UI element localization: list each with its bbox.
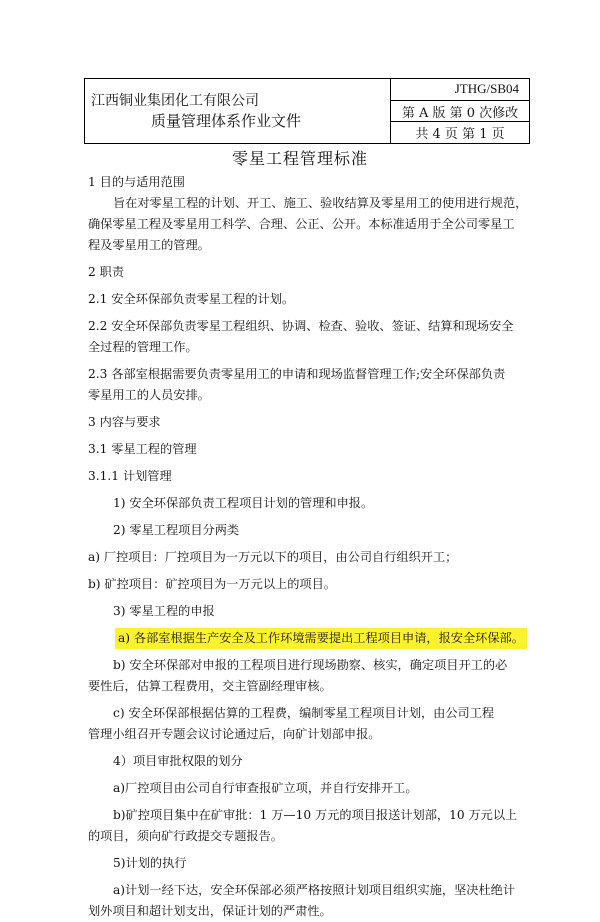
document-header	[84, 78, 530, 144]
paragraph-line: 旨在对零星工程的计划、开工、施工、验收结算及零星用工的使用进行规范，	[113, 196, 528, 210]
paragraph-line: 管理小组召开专题会议讨论通过后，向矿计划部申报。	[88, 727, 381, 741]
paragraph-line: 零星用工的人员安排。	[88, 388, 210, 402]
paragraph-line: 的项目，须向矿行政提交专题报告。	[88, 829, 283, 843]
document-system-name: 质量管理体系作业文件	[151, 111, 302, 130]
paragraph-line: 2.2 安全环保部负责零星工程组织、协调、检查、验收、签证、结算和现场安全	[88, 319, 514, 333]
subsection-heading: 3.1 零星工程的管理	[88, 442, 197, 456]
list-item: c) 安全环保部根据估算的工程费，编制零星工程项目计划，由公司工程	[113, 706, 495, 720]
paragraph-line: 2.1 安全环保部负责零星工程的计划。	[88, 292, 295, 306]
paragraph-line: 确保零星工程及零星用工科学、合理、公正、公开。本标准适用于全公司零星工	[88, 217, 515, 231]
list-item: 2) 零星工程项目分两类	[113, 523, 240, 537]
highlighted-text: a) 各部室根据生产安全及工作环境需要提出工程项目申请，报安全环保部。	[115, 628, 527, 649]
document-body	[88, 172, 528, 922]
company-name: 江西铜业集团化工有限公司	[91, 92, 259, 109]
header-title-cell	[85, 79, 391, 143]
document-title: 零星工程管理标准	[231, 149, 368, 168]
paragraph-line: 划外项目和超计划支出，保证计划的严肃性。	[88, 904, 332, 918]
page-count: 共 4 页 第 1 页	[415, 127, 505, 143]
document-version: 第 A 版 第 0 次修改	[391, 101, 529, 123]
paragraph-line: 全过程的管理工作。	[88, 340, 198, 354]
paragraph-line: 程及零星用工的管理。	[88, 238, 210, 252]
list-item: 5)计划的执行	[113, 856, 187, 870]
list-item: a)计划一经下达，安全环保部必须严格按照计划项目组织实施，坚决杜绝计	[113, 883, 516, 897]
list-item: 1) 安全环保部负责工程项目计划的管理和申报。	[113, 496, 374, 510]
section-heading: 2 职责	[88, 265, 125, 279]
header-meta-cell	[391, 79, 529, 143]
paragraph-line: 2.3 各部室根据需要负责零星用工的申请和现场监督管理工作;安全环保部负责	[88, 367, 506, 381]
list-item: 4）项目审批权限的划分	[113, 754, 243, 768]
subsection-heading: 3.1.1 计划管理	[88, 469, 172, 483]
list-item: a) 厂控项目：厂控项目为一万元以下的项目，由公司自行组织开工；	[88, 550, 458, 564]
section-heading: 1 目的与适用范围	[88, 175, 185, 189]
paragraph-line: 要性后，估算工程费用，交主管副经理审核。	[88, 679, 332, 693]
list-item: b)矿控项目集中在矿审批：1 万—10 万元的项目报送计划部，10 万元以上	[113, 808, 518, 822]
highlighted-line	[88, 628, 528, 649]
list-item: a)厂控项目由公司自行审查报矿立项，并自行安排开工。	[113, 781, 418, 795]
section-heading: 3 内容与要求	[88, 415, 161, 429]
list-item: b) 矿控项目：矿控项目为一万元以上的项目。	[88, 577, 336, 591]
list-item: b) 安全环保部对申报的工程项目进行现场勘察、核实，确定项目开工的必	[113, 658, 508, 672]
document-code: JTHG/SB04	[391, 79, 529, 101]
list-item: 3) 零星工程的申报	[113, 604, 215, 618]
